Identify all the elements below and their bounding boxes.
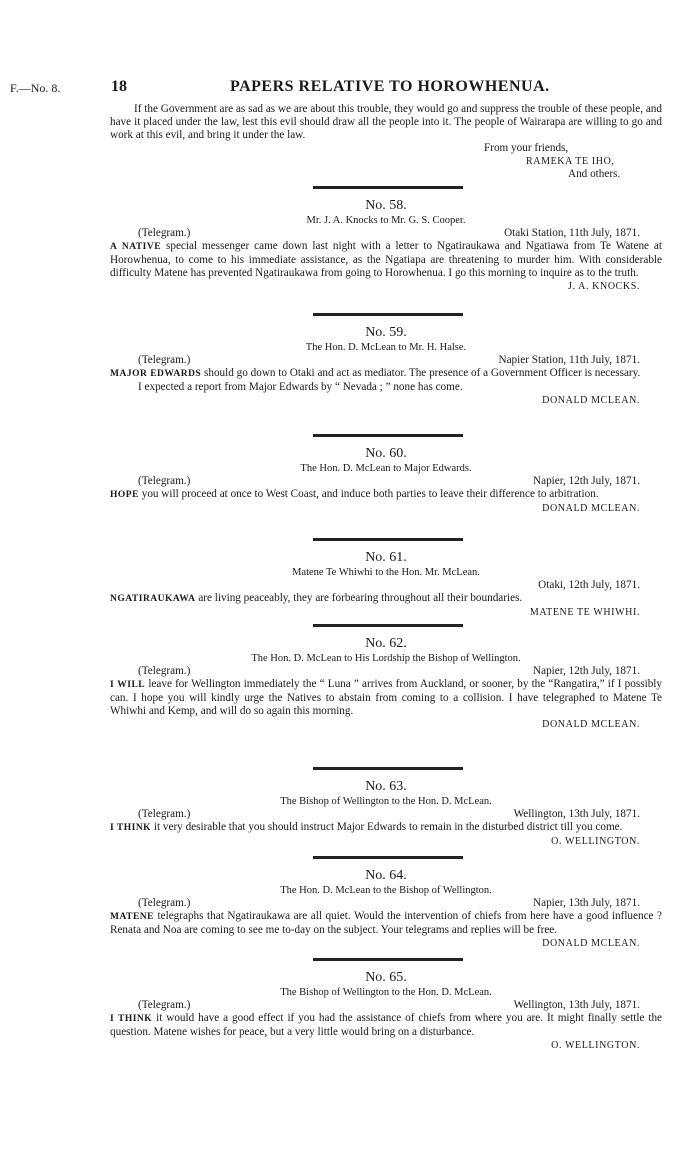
signature: J. A. KNOCKS. bbox=[568, 281, 640, 292]
signature: DONALD MCLEAN. bbox=[542, 719, 640, 730]
document-route: Mr. J. A. Knocks to Mr. G. S. Cooper. bbox=[306, 215, 466, 226]
document-64 bbox=[110, 856, 662, 950]
place-date: Otaki Station, 11th July, 1871. bbox=[504, 227, 640, 239]
document-number: No. 58. bbox=[365, 198, 407, 213]
lead-word: MAJOR EDWARDS bbox=[110, 369, 202, 379]
document-route: The Hon. D. McLean to Mr. H. Halse. bbox=[305, 342, 467, 353]
document-body bbox=[110, 821, 662, 835]
body-text: telegraphs that Ngatiraukawa are all quiet. Would the intervention of chiefs from here have a good influence ? Renata and Noa are coming to see me to-day on the subject. Your telegrams and replies will be free. bbox=[110, 910, 663, 936]
document-body bbox=[110, 240, 662, 280]
telegram-line bbox=[110, 354, 662, 367]
telegram-label: (Telegram.) bbox=[138, 227, 191, 239]
signature: O. WELLINGTON. bbox=[551, 1040, 640, 1051]
body-text: you will proceed at once to West Coast, and induce both parties to leave their difference to arbitration. bbox=[141, 488, 599, 500]
document-body bbox=[110, 367, 662, 381]
telegram-line bbox=[110, 227, 662, 240]
section-rule bbox=[313, 313, 463, 316]
document-60 bbox=[110, 434, 662, 515]
section-rule bbox=[313, 434, 463, 437]
telegram-line bbox=[110, 897, 662, 910]
intro-signature: RAMEKA TE IHO, bbox=[526, 156, 615, 167]
document-route: The Hon. D. McLean to Major Edwards. bbox=[300, 463, 472, 474]
document-route: Matene Te Whiwhi to the Hon. Mr. McLean. bbox=[292, 567, 480, 578]
telegram-label: (Telegram.) bbox=[138, 999, 191, 1011]
document-body bbox=[110, 678, 662, 718]
lead-word: MATENE bbox=[110, 912, 154, 922]
lead-word: I WILL bbox=[110, 680, 146, 690]
telegram-line bbox=[110, 475, 662, 488]
body-text: it very desirable that you should instruct Major Edwards to remain in the disturbed district till you come. bbox=[153, 821, 623, 833]
body-text: leave for Wellington immediately the “ Luna ” arrives from Auckland, or sooner, by the “Rangatira,” if I possibly can. I hope you will kindly urge the Natives to abstain from coming to a collision. I have telegraphed to Matene Te Whiwhi and Kemp, and will do so again this morning. bbox=[110, 678, 662, 717]
section-rule bbox=[313, 767, 463, 770]
paper-reference: F.—No. 8. bbox=[10, 81, 61, 95]
lead-word: NGATIRAUKAWA bbox=[110, 594, 196, 604]
document-route: The Hon. D. McLean to the Bishop of Wellington. bbox=[280, 885, 492, 896]
telegram-label: (Telegram.) bbox=[138, 665, 191, 677]
document-number: No. 60. bbox=[365, 446, 407, 461]
document-number: No. 64. bbox=[365, 868, 407, 883]
telegram-label: (Telegram.) bbox=[138, 475, 191, 487]
document-62 bbox=[110, 624, 662, 731]
document-route: The Bishop of Wellington to the Hon. D. McLean. bbox=[280, 796, 492, 807]
document-number: No. 62. bbox=[365, 636, 407, 651]
document-body bbox=[110, 488, 662, 502]
document-body bbox=[110, 1012, 662, 1039]
place-date: Napier, 13th July, 1871. bbox=[533, 897, 640, 909]
place-date: Napier, 12th July, 1871. bbox=[533, 665, 640, 677]
body-text: are living peaceably, they are forbearing throughout all their boundaries. bbox=[198, 592, 523, 604]
telegram-line bbox=[110, 665, 662, 678]
signature: DONALD MCLEAN. bbox=[542, 395, 640, 406]
intro-closing: From your friends, bbox=[484, 142, 569, 154]
telegram-label: (Telegram.) bbox=[138, 354, 191, 366]
section-rule bbox=[313, 624, 463, 627]
document-65 bbox=[110, 958, 662, 1052]
place-date: Wellington, 13th July, 1871. bbox=[513, 999, 640, 1011]
document-body bbox=[110, 910, 662, 937]
intro-text: If the Government are as sad as we are about this trouble, they would go and suppress the trouble of these people, and have it placed under the law, lest this evil should draw all the people into it. The people of Wairarapa are willing to go and work at this evil, and bring it under the law. bbox=[110, 103, 662, 141]
page-number: 18 bbox=[111, 78, 127, 95]
intro-letter bbox=[110, 103, 662, 181]
document-63 bbox=[110, 767, 662, 848]
body-text: special messenger came down last night with a letter to Ngatiraukawa and Ngatiawa from Te Watene at Horowhenua, to come to his immediate assistance, as the Ngatiapa are threatening to murder him. With considerable difficulty Matene has prevented Ngatiraukawa from going to Horowhenua. I go this morning to inquire as to the truth. bbox=[110, 240, 662, 279]
document-number: No. 63. bbox=[365, 779, 407, 794]
page-title: PAPERS RELATIVE TO HOROWHENUA. bbox=[230, 78, 550, 95]
section-rule bbox=[313, 538, 463, 541]
document-route: The Hon. D. McLean to His Lordship the Bishop of Wellington. bbox=[251, 653, 521, 664]
signature: MATENE TE WHIWHI. bbox=[529, 607, 640, 618]
document-number: No. 65. bbox=[365, 970, 407, 985]
section-rule bbox=[313, 958, 463, 961]
telegram-label: (Telegram.) bbox=[138, 808, 191, 820]
place-date: Napier, 12th July, 1871. bbox=[533, 475, 640, 487]
telegram-line bbox=[110, 808, 662, 821]
lead-word: HOPE bbox=[110, 490, 139, 500]
lead-word: I THINK bbox=[110, 1014, 153, 1024]
telegram-label: (Telegram.) bbox=[138, 897, 191, 909]
section-rule bbox=[313, 856, 463, 859]
document-body bbox=[110, 592, 662, 606]
document-route: The Bishop of Wellington to the Hon. D. McLean. bbox=[280, 987, 492, 998]
document-59 bbox=[110, 313, 662, 407]
signature: DONALD MCLEAN. bbox=[542, 503, 640, 514]
section-rule bbox=[313, 186, 463, 189]
lead-word: I THINK bbox=[110, 823, 152, 833]
lead-word: A NATIVE bbox=[110, 242, 162, 252]
page-header bbox=[0, 78, 700, 98]
place-date: Wellington, 13th July, 1871. bbox=[513, 808, 640, 820]
place-date: Otaki, 12th July, 1871. bbox=[538, 579, 640, 591]
intro-signature-2: And others. bbox=[568, 168, 621, 180]
document-number: No. 59. bbox=[365, 325, 407, 340]
document-61 bbox=[110, 538, 662, 619]
document-extra: I expected a report from Major Edwards by “ Nevada ; ” none has come. bbox=[138, 381, 463, 393]
body-text: should go down to Otaki and act as mediator. The presence of a Government Officer is necessary. bbox=[204, 367, 641, 379]
signature: O. WELLINGTON. bbox=[551, 836, 640, 847]
telegram-line bbox=[110, 999, 662, 1012]
body-text: it would have a good effect if you had the assistance of chiefs from where you are. It might finally settle the question. Matene wishes for peace, but a very little would bring on a disturbance. bbox=[110, 1012, 662, 1038]
signature: DONALD MCLEAN. bbox=[542, 938, 640, 949]
place-date: Napier Station, 11th July, 1871. bbox=[498, 354, 640, 366]
document-58 bbox=[110, 186, 662, 293]
document-number: No. 61. bbox=[365, 550, 407, 565]
